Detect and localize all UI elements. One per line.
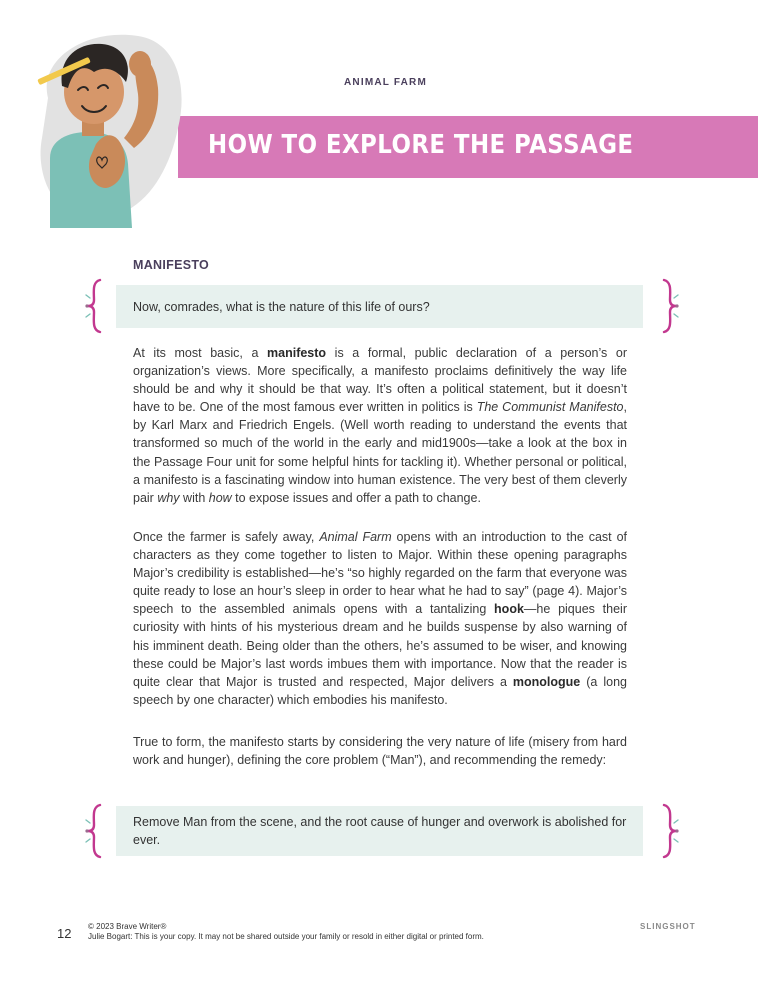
right-brace-icon xyxy=(658,803,680,859)
brand-logo: SLINGSHOT xyxy=(640,922,696,931)
page-number: 12 xyxy=(57,926,72,941)
quote-text: Now, comrades, what is the nature of this life of ours? xyxy=(133,299,430,314)
left-brace-icon xyxy=(84,278,106,334)
quote-box xyxy=(116,285,643,328)
page-title: HOW TO EXPLORE THE PASSAGE xyxy=(208,130,634,160)
text-run: At its most basic, a xyxy=(133,346,268,360)
body-paragraph xyxy=(133,344,627,507)
text-run: with xyxy=(179,490,209,505)
italic-text: The Communist Manifesto xyxy=(476,400,624,415)
bold-term: manifesto xyxy=(267,346,327,360)
italic-text: Animal Farm xyxy=(319,530,392,544)
flexing-student-illustration xyxy=(28,28,188,228)
footer-text xyxy=(88,922,484,942)
body-paragraph xyxy=(133,528,627,709)
text-run: (a long speech by one character) which embodies his manifesto. xyxy=(133,674,627,707)
text-run: True to form, the manifesto starts by considering the very nature of life (misery from hard work and hunger), defining the core problem (“Man”), and recommending the remedy: xyxy=(133,735,627,768)
quote-box xyxy=(116,806,643,856)
left-brace-icon xyxy=(84,803,106,859)
italic-text: why xyxy=(157,490,180,505)
text-run: , by Karl Marx and Friedrich Engels. (Well worth reading to understand the events that transformed so much of the world in the early and mid1900s—take a look at the box in the Passage Four unit for some helpful hints for tackling it). Whether personal or political, a manifesto is a fascinating window into human existence. The very best of them cleverly pair xyxy=(133,400,627,505)
italic-text: how xyxy=(208,490,232,505)
section-heading: MANIFESTO xyxy=(133,258,210,272)
bold-term: monologue xyxy=(512,674,581,689)
license-notice: Julie Bogart: This is your copy. It may not be shared outside your family or resold in either digital or printed form. xyxy=(88,932,484,941)
copyright: © 2023 Brave Writer® xyxy=(88,922,167,931)
title-banner xyxy=(178,116,758,178)
text-run: to expose issues and offer a path to change. xyxy=(231,490,481,505)
text-run: Once the farmer is safely away, xyxy=(133,530,320,544)
quote-text: Remove Man from the scene, and the root cause of hunger and overwork is abolished for ever. xyxy=(133,815,627,847)
kicker-label: ANIMAL FARM xyxy=(344,77,428,88)
text-run: —he piques their curiosity with hints of his mysterious dream and he builds suspense by also warning of his imminent death. Being older than the others, he’s assumed to be wiser, and knowing these could be Major’s last words imbues them with importance. Now that the reader is quite clear that Major is trusted and respected, Major delivers a xyxy=(133,602,627,689)
right-brace-icon xyxy=(658,278,680,334)
text-run: opens with an introduction to the cast of characters as they come together to listen to Major. Within these opening paragraphs Major’s credibility is established—he’s “so highly regarded on the farm that everyone was quite ready to lose an hour’s sleep in order to hear what he had to say” (page 4). Major’s speech to the assembled animals opens with a tantalizing xyxy=(133,530,627,617)
body-paragraph xyxy=(133,733,627,769)
text-run: is a formal, public declaration of a person’s or organization’s views. More specifically, a manifesto proclaims definitively the way life should be and why it should be that way. It’s often a political statement, but it doesn’t have to be. One of the most famous ever written in politics is xyxy=(133,346,627,415)
bold-term: hook xyxy=(494,602,524,617)
